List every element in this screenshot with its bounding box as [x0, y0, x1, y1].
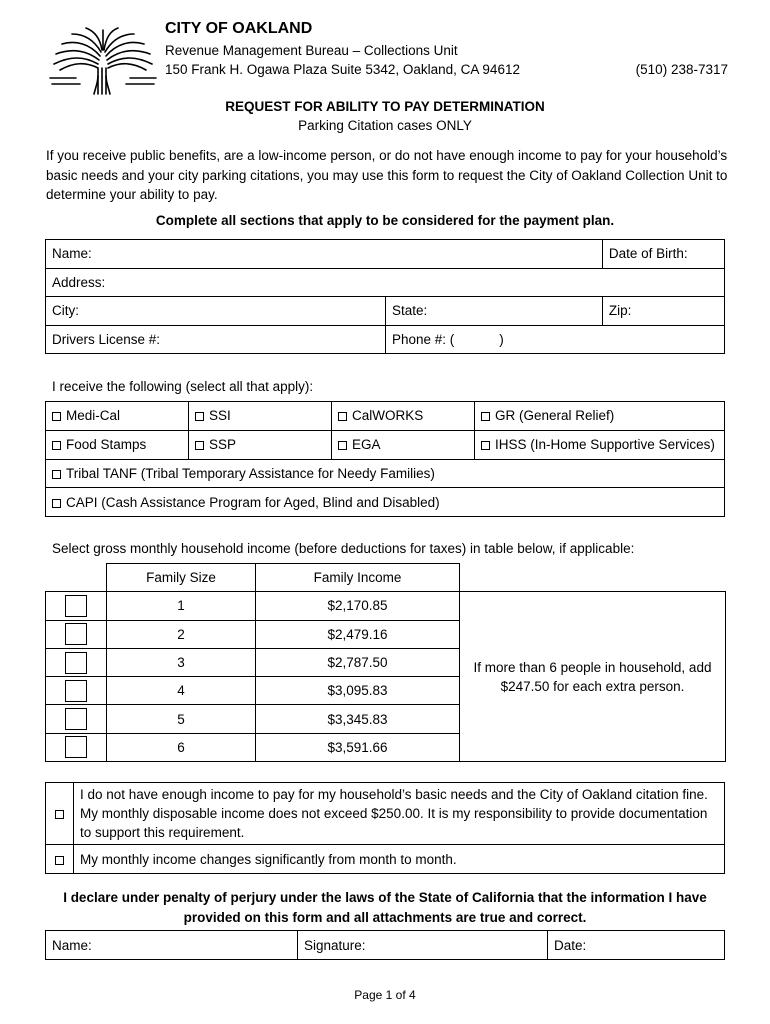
income-changes-statement: My monthly income changes significantly from month to month. [74, 845, 725, 874]
benefit-label: CAPI (Cash Assistance Program for Aged, Blind and Disabled) [66, 494, 440, 510]
family-size: 3 [107, 648, 256, 676]
family-size: 6 [107, 733, 256, 761]
family-income: $3,345.83 [256, 705, 460, 733]
checkbox-icon[interactable] [65, 652, 87, 674]
checkbox-icon[interactable] [65, 736, 87, 758]
checkbox-icon[interactable] [52, 441, 61, 450]
org-name: CITY OF OAKLAND [165, 20, 313, 37]
income-checkbox-cell[interactable] [46, 620, 107, 648]
benefit-label: SSP [209, 437, 237, 453]
benefits-table [45, 401, 725, 517]
income-table [45, 563, 726, 762]
benefit-option[interactable] [332, 430, 475, 459]
family-income: $2,787.50 [256, 648, 460, 676]
table-row [46, 592, 726, 620]
family-size: 1 [107, 592, 256, 620]
intro-paragraph: If you receive public benefits, are a low-income person, or do not have enough income to pay for your household’s basic needs and your city parking citations, you may use this form to request the City of Oakland Collection Unit to determine your ability to pay. [46, 148, 728, 202]
checkbox-icon[interactable] [195, 441, 204, 450]
benefits-label: I receive the following (select all that apply): [52, 379, 314, 394]
blank-cell [46, 564, 107, 592]
name-label: Name: [52, 246, 92, 262]
checkbox-icon[interactable] [481, 441, 490, 450]
col-header-family-income: Family Income [256, 564, 460, 592]
benefit-option[interactable] [475, 430, 725, 459]
benefit-option[interactable] [46, 488, 725, 517]
zip-field[interactable] [602, 297, 724, 326]
dob-label: Date of Birth: [608, 246, 688, 262]
date-field[interactable] [548, 931, 725, 960]
city-field[interactable] [46, 297, 386, 326]
income-checkbox-cell[interactable] [46, 592, 107, 620]
phone-label: Phone #: ( ) [392, 331, 504, 347]
address-field[interactable] [46, 268, 725, 297]
checkbox-icon[interactable] [52, 470, 61, 479]
state-label: State: [392, 303, 428, 319]
checkbox-icon[interactable] [65, 595, 87, 617]
org-unit: Revenue Management Bureau – Collections Unit [165, 43, 458, 58]
family-income: $2,479.16 [256, 620, 460, 648]
family-size: 5 [107, 705, 256, 733]
checkbox-icon[interactable] [55, 856, 64, 865]
declaration-checkbox-cell[interactable] [46, 845, 74, 874]
benefit-label: Medi-Cal [66, 408, 121, 424]
benefit-option[interactable] [46, 459, 725, 488]
benefit-option[interactable] [189, 430, 332, 459]
family-size: 2 [107, 620, 256, 648]
col-header-family-size: Family Size [107, 564, 256, 592]
city-label: City: [52, 303, 79, 319]
checkbox-icon[interactable] [52, 412, 61, 421]
benefit-option[interactable] [475, 402, 725, 431]
extra-person-note: If more than 6 people in household, add $247.50 for each extra person. [460, 592, 726, 762]
income-checkbox-cell[interactable] [46, 733, 107, 761]
family-income: $3,095.83 [256, 677, 460, 705]
signature-field[interactable] [298, 931, 548, 960]
benefit-option[interactable] [332, 402, 475, 431]
income-checkbox-cell[interactable] [46, 705, 107, 733]
declaration-checkbox-cell[interactable] [46, 783, 74, 845]
benefit-label: IHSS (In-Home Supportive Services) [495, 437, 715, 453]
dob-field[interactable] [602, 240, 724, 269]
letterhead [46, 20, 736, 100]
checkbox-icon[interactable] [338, 412, 347, 421]
personal-info-table [45, 239, 725, 354]
license-field[interactable] [46, 325, 386, 354]
benefit-label: SSI [209, 408, 231, 424]
benefit-label: EGA [352, 437, 381, 453]
benefit-label: CalWORKS [352, 408, 424, 424]
family-income: $3,591.66 [256, 733, 460, 761]
signer-name-field[interactable] [46, 931, 298, 960]
address-label: Address: [52, 274, 106, 290]
oak-tree-logo-icon [46, 26, 158, 96]
family-size: 4 [107, 677, 256, 705]
income-checkbox-cell[interactable] [46, 677, 107, 705]
signature-label: Signature: [304, 937, 366, 953]
family-income: $2,170.85 [256, 592, 460, 620]
checkbox-icon[interactable] [55, 810, 64, 819]
declarations-table [45, 782, 725, 874]
benefit-label: Food Stamps [66, 437, 147, 453]
zip-label: Zip: [608, 303, 632, 319]
checkbox-icon[interactable] [481, 412, 490, 421]
checkbox-icon[interactable] [338, 441, 347, 450]
form-title: REQUEST FOR ABILITY TO PAY DETERMINATION [225, 99, 545, 114]
license-label: Drivers License #: [52, 331, 161, 347]
checkbox-icon[interactable] [65, 623, 87, 645]
state-field[interactable] [386, 297, 603, 326]
signer-name-label: Name: [52, 937, 92, 953]
benefit-option[interactable] [189, 402, 332, 431]
benefit-option[interactable] [46, 402, 189, 431]
not-enough-income-statement: I do not have enough income to pay for my household’s basic needs and the City of Oakland citation fine. My monthly disposable income does not exceed $250.00. It is my responsibility to provide documentation to support this requirement. [74, 783, 725, 845]
perjury-line-2: provided on this form and all attachments are true and correct. [183, 909, 587, 925]
org-phone: (510) 238-7317 [635, 62, 728, 77]
income-checkbox-cell[interactable] [46, 648, 107, 676]
checkbox-icon[interactable] [65, 680, 87, 702]
perjury-declaration [0, 888, 770, 927]
perjury-line-1: I declare under penalty of perjury under the laws of the State of California that the information I have [63, 890, 707, 905]
org-address: 150 Frank H. Ogawa Plaza Suite 5342, Oakland, CA 94612 [165, 62, 520, 77]
form-subtitle: Parking Citation cases ONLY [298, 118, 472, 133]
income-label: Select gross monthly household income (before deductions for taxes) in table below, if applicable: [52, 541, 635, 556]
date-label: Date: [554, 937, 587, 953]
checkbox-icon[interactable] [65, 708, 87, 730]
benefit-label: Tribal TANF (Tribal Temporary Assistance for Needy Families) [66, 465, 435, 481]
blank-cell [460, 564, 726, 592]
name-field[interactable] [46, 240, 603, 269]
signature-table [45, 930, 725, 960]
benefit-option[interactable] [46, 430, 189, 459]
instruction-text: Complete all sections that apply to be considered for the payment plan. [155, 213, 615, 228]
checkbox-icon[interactable] [195, 412, 204, 421]
checkbox-icon[interactable] [52, 499, 61, 508]
page-number: Page 1 of 4 [354, 988, 416, 1002]
phone-field[interactable] [386, 325, 725, 354]
benefit-label: GR (General Relief) [495, 408, 615, 424]
